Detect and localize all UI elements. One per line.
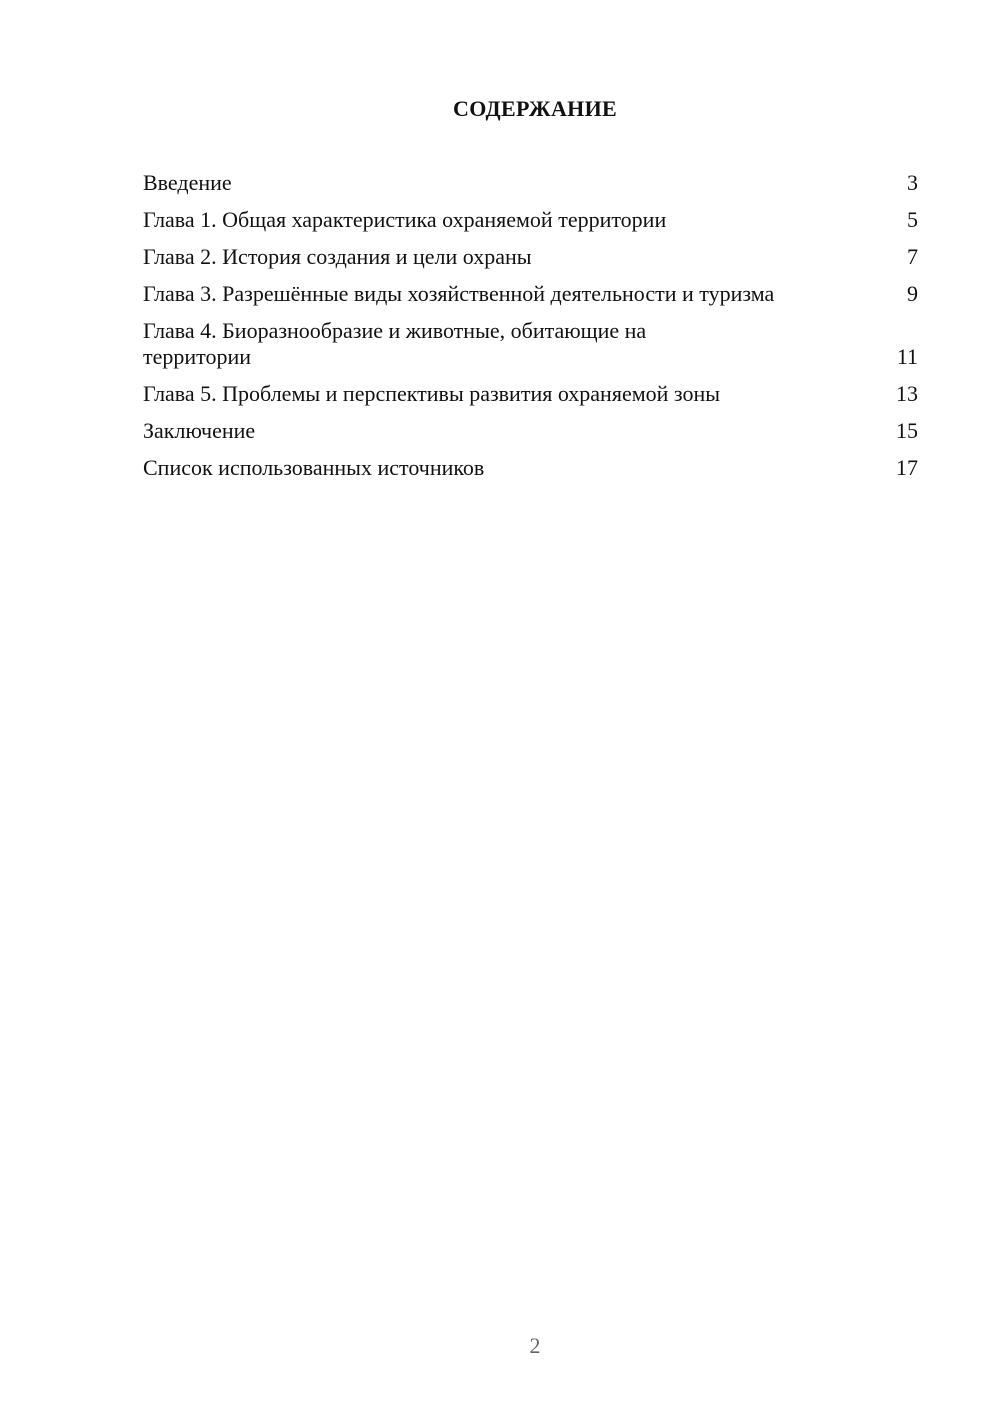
toc-entry-text: Введение xyxy=(143,170,232,195)
toc-entry-text: Глава 1. Общая характеристика охраняемой территории xyxy=(143,207,667,232)
toc-entry-page: 13 xyxy=(896,381,918,406)
toc-entry-text: Заключение xyxy=(143,418,256,443)
toc-entry-chapter-2 xyxy=(143,244,918,270)
toc-entry-text: Глава 3. Разрешённые виды хозяйственной деятельности и туризма xyxy=(143,281,775,306)
toc-entry-text: Глава 4. Биоразнообразие и животные, обитающие на территории xyxy=(143,318,647,369)
toc-entry-text: Глава 5. Проблемы и перспективы развития охраняемой зоны xyxy=(143,381,721,406)
toc-entry-page: 17 xyxy=(896,455,918,480)
toc-entry-chapter-5 xyxy=(143,381,918,407)
toc-entry-text: Глава 2. История создания и цели охраны xyxy=(143,244,532,269)
toc-entry-references xyxy=(143,455,918,481)
page-number: 2 xyxy=(529,1333,541,1358)
toc-entry-page: 3 xyxy=(907,170,918,195)
toc-entry-chapter-4 xyxy=(143,318,918,370)
toc-entry-page: 7 xyxy=(907,244,918,269)
toc-entry-page: 11 xyxy=(896,344,918,369)
toc-entry-chapter-3 xyxy=(143,281,918,307)
toc-entry-chapter-1 xyxy=(143,207,918,233)
toc-entry-conclusion xyxy=(143,418,918,444)
table-of-contents xyxy=(143,170,918,492)
toc-entry-page: 9 xyxy=(907,281,918,306)
page-title: СОДЕРЖАНИЕ xyxy=(453,96,617,121)
toc-entry-page: 5 xyxy=(907,207,918,232)
toc-entry-text: Список использованных источников xyxy=(143,455,485,480)
toc-entry-introduction xyxy=(143,170,918,196)
toc-entry-page: 15 xyxy=(896,418,918,443)
